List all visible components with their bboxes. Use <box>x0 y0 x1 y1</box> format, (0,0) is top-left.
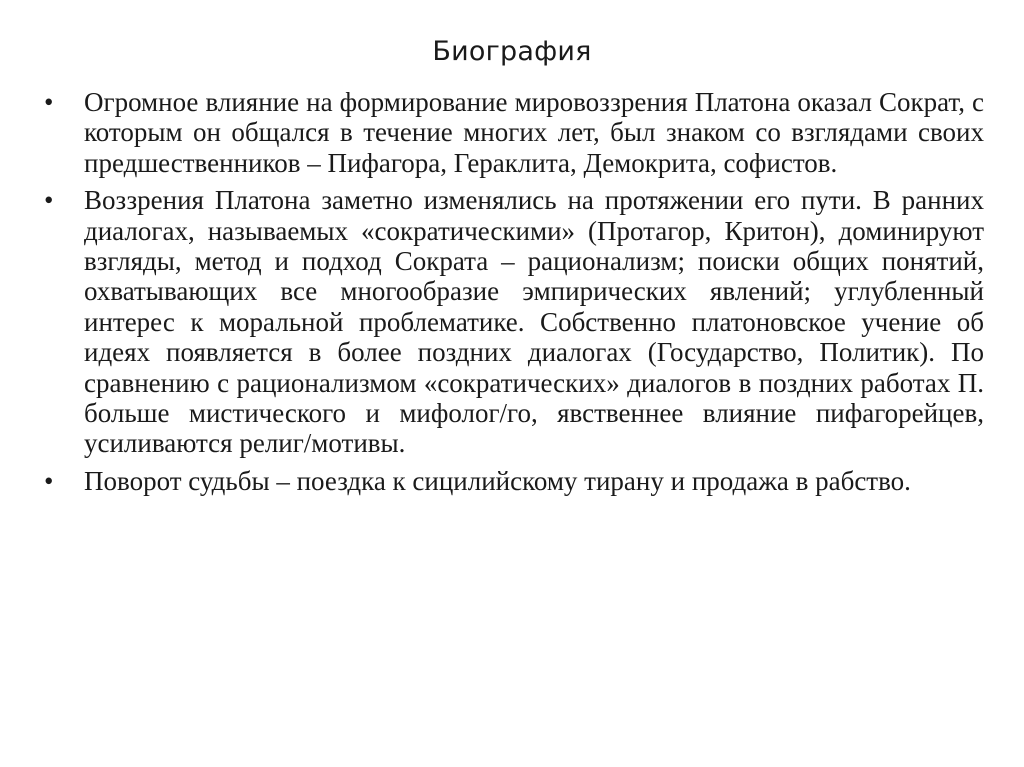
bullet-marker: • <box>44 465 54 496</box>
bullet-text: Поворот судьбы – поездка к сицилийскому тирану и продажа в рабство. <box>84 465 911 496</box>
bullet-text: Огромное влияние на формирование мировоззрения Платона оказал Сократ, с которым он общался в течение многих лет, был знаком со взглядами своих предшественников – Пифагора, Гераклита, Демокрита, софистов. <box>84 87 984 178</box>
bullet-item <box>44 87 984 178</box>
bullet-item <box>44 466 984 496</box>
bullet-text: Воззрения Платона заметно изменялись на протяжении его пути. В ранних диалогах, называемых «сократическими» (Протагор, Критон), доминируют взгляды, метод и подход Сократа – рационализм; поиски общих понятий, охватывающих все многообразие эмпирических явлений; углубленный интерес к моральной проблематике. Собственно платоновское учение об идеях появляется в более поздних диалогах (Государство, Политик). По сравнению с рационализмом «сократических» диалогов в поздних работах П. больше мистического и мифолог/го, явственнее влияние пифагорейцев, усиливаются религ/мотивы. <box>84 185 984 459</box>
bullet-list <box>44 87 984 503</box>
bullet-item <box>44 185 984 459</box>
bullet-marker: • <box>44 87 54 117</box>
slide-title: Биография <box>432 36 592 67</box>
bullet-marker: • <box>44 185 54 216</box>
